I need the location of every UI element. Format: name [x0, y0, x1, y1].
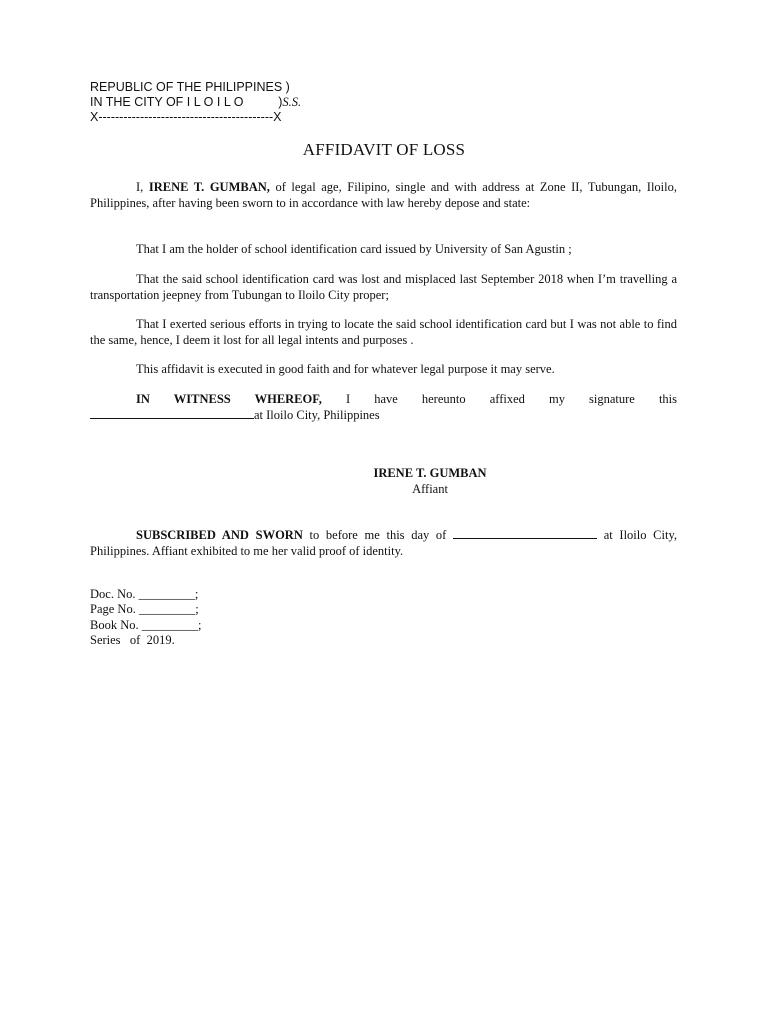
series: Series of 2019. [90, 633, 175, 647]
jurat-paragraph [90, 527, 677, 559]
intro-prefix: I, [136, 180, 149, 194]
signature-block [0, 465, 768, 497]
header-republic: REPUBLIC OF THE PHILIPPINES ) [90, 80, 290, 94]
header-separator: X------------------------------------------X [90, 110, 282, 124]
affiant-role: Affiant [412, 482, 448, 496]
page-no: Page No. _________; [90, 602, 199, 616]
witness-bold: IN WITNESS WHEREOF, [136, 392, 322, 406]
witness-suffix: at Iloilo City, Philippines [254, 408, 380, 422]
witness-paragraph [90, 391, 677, 407]
header-ss: S.S. [282, 95, 302, 109]
witness-line2 [90, 407, 677, 423]
paragraph-lost: That the said school identification card was lost and misplaced last September 2018 when I’m travelling a transportation jeepney from Tubungan to Iloilo City proper; [90, 272, 677, 302]
paragraph-holder: That I am the holder of school identification card issued by University of San Agustin ; [136, 242, 572, 256]
witness-text: I have hereunto affixed my signature this [321, 392, 678, 406]
header-city-text: IN THE CITY OF I L O I L O ) [90, 95, 283, 109]
jurat-text1: to before me this day of [302, 528, 454, 542]
doc-no: Doc. No. _________; [90, 587, 199, 601]
paragraph-efforts: That I exerted serious efforts in trying to locate the said school identification card but I was not able to find the same, hence, I deem it lost for all legal intents and purposes . [90, 317, 677, 347]
jurat-text2: at Iloilo City, Philippines. Affiant exhibited to me her valid proof of identity. [90, 528, 678, 558]
header-city [90, 95, 301, 110]
date-blank-line [90, 418, 254, 419]
affiant-name: IRENE T. GUMBAN [373, 466, 487, 480]
book-no: Book No. _________; [90, 618, 202, 632]
intro-text: of legal age, Filipino, single and with address at Zone II, Tubungan, Iloilo, Philippines, after having been sworn to in accordance with law hereby depose and state: [90, 180, 677, 210]
paragraph-good-faith: This affidavit is executed in good faith and for whatever legal purpose it may serve. [136, 362, 555, 376]
document-title: AFFIDAVIT OF LOSS [302, 140, 466, 159]
jurat-bold: SUBSCRIBED AND SWORN [136, 528, 303, 542]
jurat-date-blank [453, 538, 597, 539]
affiant-name-intro: IRENE T. GUMBAN, [148, 180, 270, 194]
intro-paragraph [90, 179, 677, 211]
